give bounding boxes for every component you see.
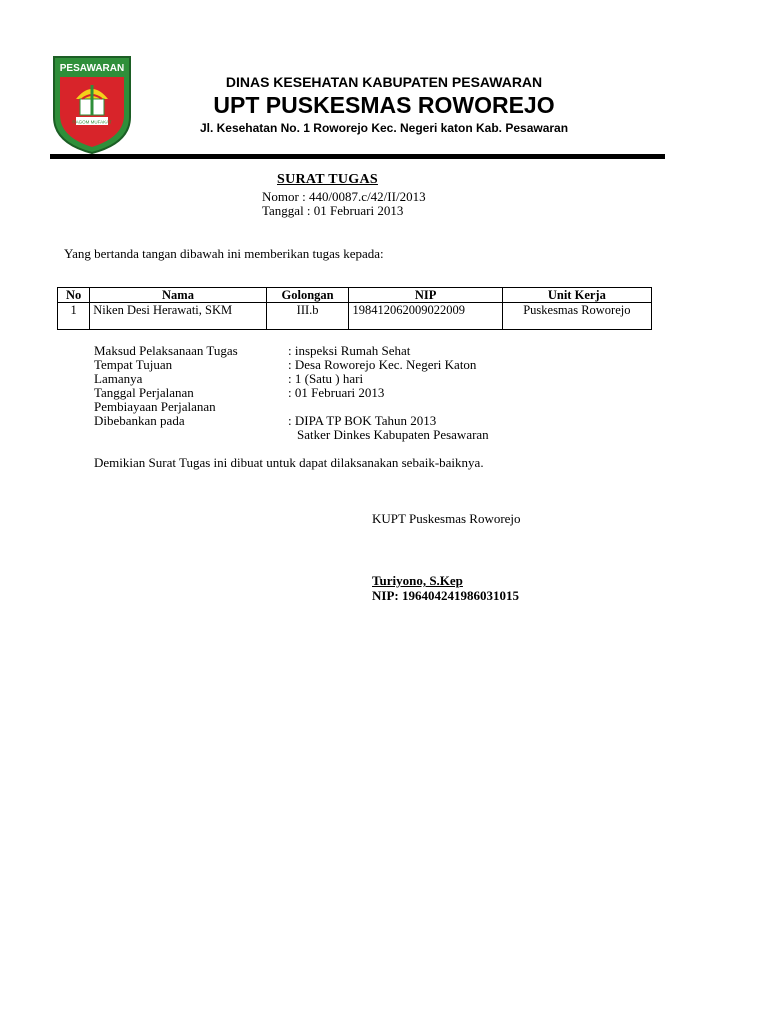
closing-text: Demikian Surat Tugas ini dibuat untuk dapat dilaksanakan sebaik-baiknya. (94, 455, 484, 470)
assignee-table (57, 287, 652, 330)
tanggal-perjalanan-label: Tanggal Perjalanan (94, 385, 194, 400)
cell-unit-kerja: Puskesmas Roworejo (502, 303, 651, 330)
header-divider (50, 154, 665, 159)
logo-banner-text: PESAWARAN (59, 63, 125, 74)
tanggal-perjalanan-value: : 01 Februari 2013 (288, 385, 385, 400)
dibebankan-label: Dibebankan pada (94, 413, 185, 428)
signatory-name: Turiyono, S.Kep (372, 573, 463, 588)
letter-date: Tanggal : 01 Februari 2013 (262, 203, 404, 218)
column-header: No (58, 288, 90, 303)
letter-number: Nomor : 440/0087.c/42/II/2013 (262, 189, 426, 204)
pembiayaan-label: Pembiayaan Perjalanan (94, 399, 216, 414)
table-header-row (58, 288, 652, 303)
cell-no: 1 (58, 303, 90, 330)
tempat-value: : Desa Roworejo Kec. Negeri Katon (288, 357, 477, 372)
column-header: NIP (349, 288, 502, 303)
column-header: Golongan (266, 288, 349, 303)
column-header: Nama (90, 288, 266, 303)
cell-nama: Niken Desi Herawati, SKM (90, 303, 266, 330)
cell-golongan: III.b (266, 303, 349, 330)
intro-text: Yang bertanda tangan dibawah ini memberikan tugas kepada: (64, 246, 384, 261)
signatory-nip: NIP: 196404241986031015 (372, 588, 519, 603)
letter-title: SURAT TUGAS (277, 172, 378, 187)
lamanya-value: : 1 (Satu ) hari (288, 371, 364, 386)
logo-motto-text: RAGOM MUFAKAT (72, 119, 112, 125)
dibebankan-value: : DIPA TP BOK Tahun 2013 (288, 413, 437, 428)
cell-nip: 198412062009022009 (349, 303, 502, 330)
maksud-value: : inspeksi Rumah Sehat (288, 343, 411, 358)
column-header: Unit Kerja (502, 288, 651, 303)
unit-address: Jl. Kesehatan No. 1 Roworejo Kec. Negeri katon Kab. Pesawaran (199, 121, 569, 135)
unit-name: UPT PUSKESMAS ROWOREJO (213, 92, 555, 118)
agency-name: DINAS KESEHATAN KABUPATEN PESAWARAN (225, 74, 543, 90)
maksud-label: Maksud Pelaksanaan Tugas (94, 343, 238, 358)
dibebankan-value-2: Satker Dinkes Kabupaten Pesawaran (297, 427, 489, 442)
tempat-label: Tempat Tujuan (94, 357, 173, 372)
lamanya-label: Lamanya (94, 371, 143, 386)
table-row (58, 303, 652, 330)
signatory-position: KUPT Puskesmas Roworejo (372, 511, 521, 526)
